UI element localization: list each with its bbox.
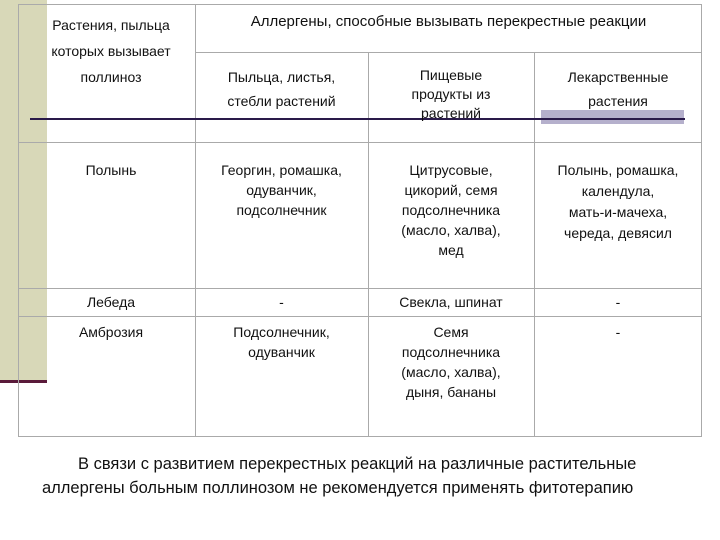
medicinal-cell: -: [615, 294, 621, 310]
medicinal-cell: Полынь, ромашка, календула, мать-и-мачеха, череда, девясил: [557, 162, 679, 241]
conclusion-text: В связи с развитием перекрестных реакций на различные растительные аллергены больным поллинозом не рекомендуется применять фитотерапию: [42, 455, 637, 497]
header-divider: [195, 52, 702, 53]
pollen-cell: Георгин, ромашка, одуванчик, подсолнечник: [221, 162, 342, 218]
row-divider: [18, 316, 702, 317]
medicinal-cell: -: [615, 324, 621, 340]
food-cell: Семя подсолнечника (масло, халва), дыня, бананы: [401, 324, 501, 400]
header-medicinal-plants: Лекарственные растения: [567, 69, 669, 109]
header-underline: [30, 118, 685, 120]
row-divider: [18, 142, 702, 143]
header-plants: Растения, пыльца которых вызывает поллиноз: [51, 17, 171, 85]
plant-cell: Лебеда: [86, 294, 136, 310]
header-allergens-group: Аллергены, способные вызывать перекрестные реакции: [250, 13, 647, 30]
pollen-cell: -: [279, 294, 284, 310]
row-divider: [18, 288, 702, 289]
conclusion-paragraph: [42, 452, 712, 500]
pollen-cell: Подсолнечник, одуванчик: [233, 324, 330, 360]
header-food-products: Пищевые продукты из растений: [411, 67, 491, 121]
food-cell: Цитрусовые, цикорий, семя подсолнечника (масло, халва), мед: [401, 162, 501, 258]
plant-cell: Амброзия: [78, 324, 144, 340]
plant-cell: Полынь: [85, 162, 137, 178]
food-cell: Свекла, шпинат: [399, 294, 503, 310]
header-pollen-leaves: Пыльца, листья, стебли растений: [227, 69, 336, 109]
